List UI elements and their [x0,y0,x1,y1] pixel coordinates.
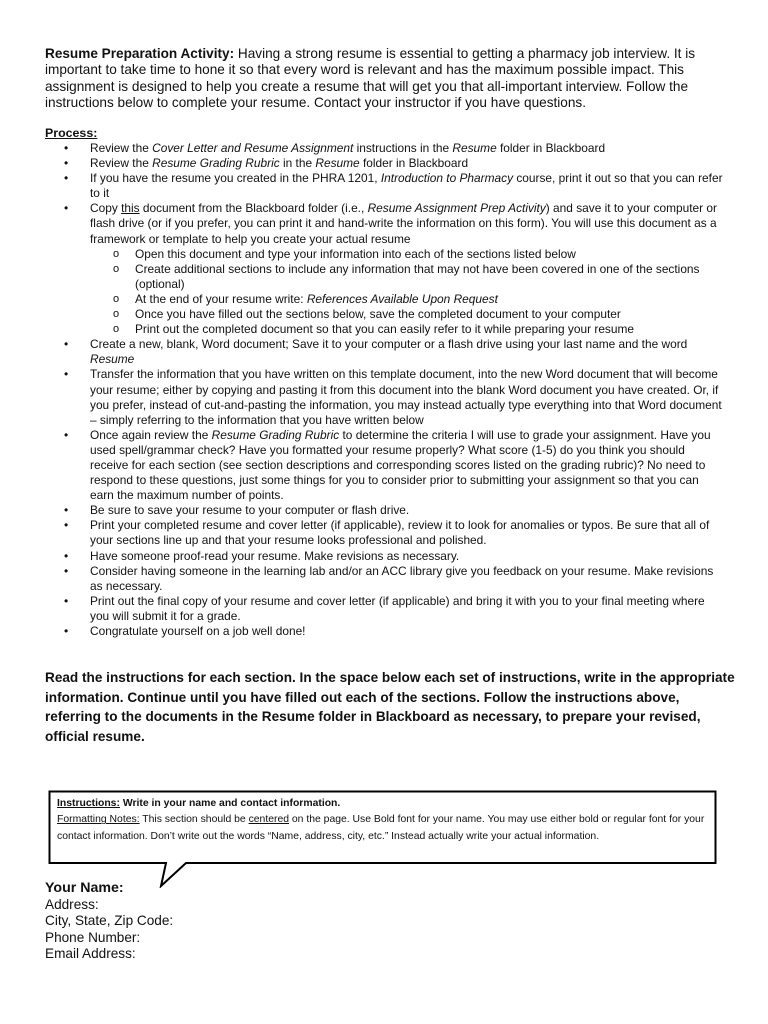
your-name-label: Your Name: [45,880,124,896]
list-item: • Be sure to save your resume to your computer or flash drive. [45,503,725,518]
email-address-label: Email Address: [45,946,136,962]
phone-number-label: Phone Number: [45,929,141,945]
sub-list-item: o Once you have filled out the sections below, save the completed document to your computer [90,307,725,322]
contact-block [45,880,173,963]
list-item: • Copy this document from the Blackboard folder (i.e., Resume Assignment Prep Activity) and save it to your computer or flash drive (or if you prefer, you can print it and hand-write the information on this form). You will use this document as a framework or template to help you create your actual resume o Open this document and type your information into each of the sections listed below o Create additional sections to include any information that may not have been covered in one of the sections (optional) o At the end of your resume write: References Available Upon Request o Once you have filled out the sections below, save the completed document to your computer o Print out the completed document so that you can easily refer to it while preparing your resume [45,201,725,337]
list-item: • Transfer the information that you have written on this template document, into the new Word document that will become your resume; either by copying and pasting it from this document into the blank Word document you have created. Or, if you prefer, instead of cut-and-pasting the information, you may instead actually type everything into that Word document – simply referring to the information that you have written below [45,367,725,427]
address-label: Address: [45,896,99,912]
sub-list-item: o Create additional sections to include any information that may not have been covered in one of the sections (optional) [90,262,725,292]
list-item: • Print out the final copy of your resume and cover letter (if applicable) and bring it with you to your final meeting where you will submit it for a grade. [45,594,725,624]
intro-text: Having a strong resume is essential to getting a pharmacy job interview. It is important to take time to hone it so that every word is relevant and has the maximum possible impact. This assignment is designed to help you create a resume that will get you that all-important interview. Follow the instructions below to complete your resume. Contact your instructor if you have questions. [45,46,696,111]
intro-heading: Resume Preparation Activity: [45,46,235,61]
process-heading: Process: [45,126,98,140]
list-item: • Consider having someone in the learning lab and/or an ACC library give you feedback on your resume. Make revisions as necessary. [45,564,725,594]
sub-list [90,247,725,338]
list-item: • Once again review the Resume Grading Rubric to determine the criteria I will use to grade your assignment. Have you used spell/grammar check? Have you formatted your resume properly? What score (1-5) do you think you should receive for each section (see section descriptions and corresponding scores listed on the grading rubric)? No need to respond to these questions, just some things for you to consider prior to submitting your assignment so that you can earn the maximum number of points. [45,428,725,503]
list-item: • Review the Resume Grading Rubric in the Resume folder in Blackboard [45,156,725,171]
sub-list-item: o Print out the completed document so that you can easily refer to it while preparing your resume [90,322,725,337]
list-item: • Review the Cover Letter and Resume Assignment instructions in the Resume folder in Blackboard [45,141,725,156]
section-instructions: Read the instructions for each section. In the space below each set of instructions, write in the appropriate information. Continue until you have filled out each of the sections. Follow the instructions above, referring to the documents in the Resume folder in Blackboard as necessary, to prepare your revised, official resume. [45,670,735,744]
formatting-notes: Formatting Notes: This section should be centered on the page. Use Bold font for your name. You may use either bold or regular font for your contact information. Don’t write out the words “Name, address, city, etc.” Instead actually write your actual information. [57,814,705,842]
callout-text [57,796,709,845]
list-item: • Create a new, blank, Word document; Save it to your computer or a flash drive using your last name and the word Resume [45,337,725,367]
process-list [45,141,725,639]
list-item: • Have someone proof-read your resume. Make revisions as necessary. [45,549,725,564]
list-item: • Print your completed resume and cover letter (if applicable), review it to look for anomalies or typos. Be sure that all of your sections line up and that your resume looks professional and polished. [45,518,725,548]
instructions-line: Instructions: Write in your name and contact information. [57,798,341,809]
list-item: • If you have the resume you created in the PHRA 1201, Introduction to Pharmacy course, print it out so that you can refer to it [45,171,725,201]
intro-paragraph [45,46,725,112]
instructions-callout [48,790,717,863]
city-state-zip-label: City, State, Zip Code: [45,913,174,929]
sub-list-item: o At the end of your resume write: References Available Upon Request [90,292,725,307]
list-item: • Congratulate yourself on a job well done! [45,624,725,639]
sub-list-item: o Open this document and type your information into each of the sections listed below [90,247,725,262]
